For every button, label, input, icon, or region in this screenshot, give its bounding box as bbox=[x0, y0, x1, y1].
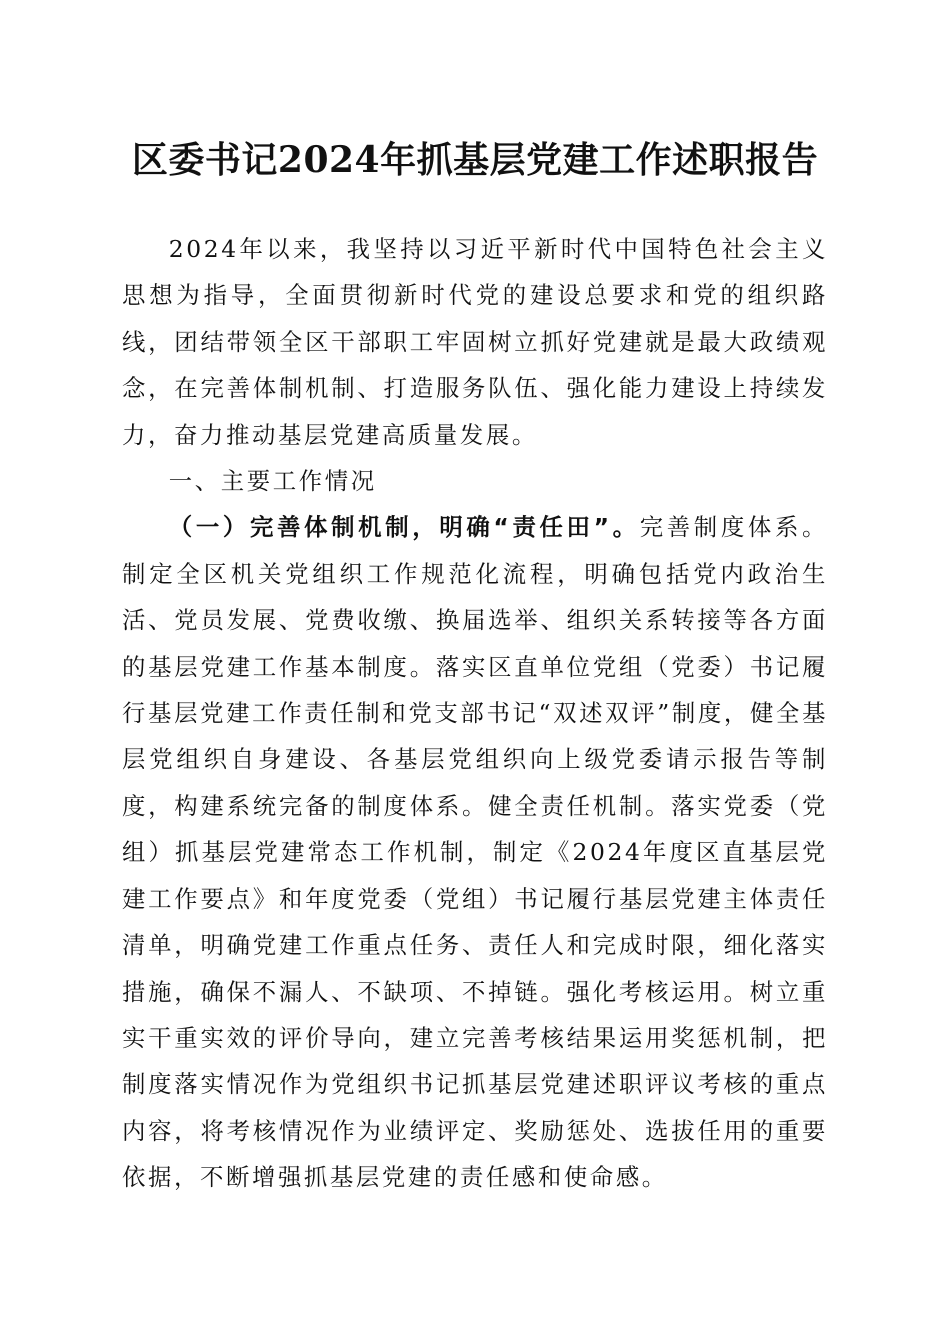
subsection-heading: （一）完善体制机制，明确“责任田”。 bbox=[168, 513, 640, 542]
intro-paragraph: 2024年以来，我坚持以习近平新时代中国特色社会主义思想为指导，全面贯彻新时代党的建设总要求和党的组织路线，团结带领全区干部职工牢固树立抓好党建就是最大政绩观念，在完善体制机制、打造服务队伍、强化能力建设上持续发力，奋力推动基层党建高质量发展。 bbox=[122, 235, 828, 449]
subsection-paragraph bbox=[122, 504, 828, 1200]
document-body bbox=[122, 226, 828, 1201]
document-title: 区委书记2024年抓基层党建工作述职报告 bbox=[131, 139, 819, 181]
section-heading: 一、主要工作情况 bbox=[168, 467, 377, 496]
subsection-text: 完善制度体系。制定全区机关党组织工作规范化流程，明确包括党内政治生活、党员发展、党费收缴、换届选举、组织关系转接等各方面的基层党建工作基本制度。落实区直单位党组（党委）书记履行基层党建工作责任制和党支部书记“双述双评”制度，健全基层党组织自身建设、各基层党组织向上级党委请示报告等制度，构建系统完备的制度体系。健全责任机制。落实党委（党组）抓基层党建常态工作机制，制定《2024年度区直基层党建工作要点》和年度党委（党组）书记履行基层党建主体责任清单，明确党建工作重点任务、责任人和完成时限，细化落实措施，确保不漏人、不缺项、不掉链。强化考核运用。树立重实干重实效的评价导向，建立完善考核结果运用奖惩机制，把制度落实情况作为党组织书记抓基层党建述职评议考核的重点内容，将考核情况作为业绩评定、奖励惩处、选拔任用的重要依据，不断增强抓基层党建的责任感和使命感。 bbox=[122, 513, 829, 1192]
